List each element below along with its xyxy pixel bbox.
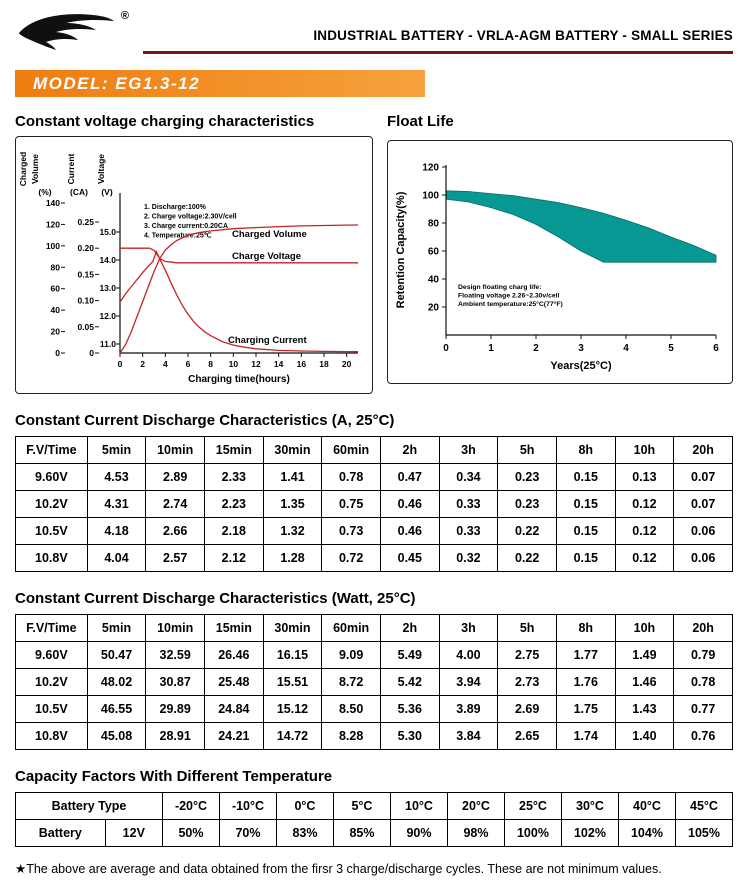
brand-logo [15,10,133,54]
y-axis-label: Volume [30,153,40,185]
table-cell: 0.15 [556,518,615,545]
y-axis-label: Voltage [96,153,106,185]
table-cell: 2.33 [205,464,264,491]
table-row [16,518,733,545]
charging-chart-card [15,136,373,394]
table-cell: 2.74 [146,491,205,518]
table-cell: 0.76 [674,723,733,750]
column-header: 10h [615,615,674,642]
discharge-watt-section [15,590,733,750]
column-header: 20h [674,437,733,464]
table-cell: 100% [504,820,561,847]
table-cell: 2.89 [146,464,205,491]
table-row [16,491,733,518]
tick-label: 120 [422,162,439,174]
table-cell: 5.30 [380,723,439,750]
row-header: 10.8V [16,723,88,750]
table-cell: 4.04 [87,545,146,572]
table-cell: 0.32 [439,545,498,572]
y-axis-unit: (V) [101,187,113,197]
table-cell: 0.06 [674,518,733,545]
chart-note: 2. Charge voltage:2.30V/cell [144,213,237,221]
tick-label: 18 [319,359,329,369]
table-cell: 8.72 [322,669,381,696]
column-header: 8h [556,437,615,464]
eagle-logo-icon [15,10,127,54]
column-header: 20°C [447,793,504,820]
tick-label: 4 [162,359,168,369]
table-cell: 0.72 [322,545,381,572]
table-cell: 0.33 [439,518,498,545]
table-cell: 0.22 [498,518,557,545]
table-cell: 2.57 [146,545,205,572]
tick-label: 0.20 [77,243,94,254]
tick-label: 20 [50,326,60,337]
tick-label: 0 [117,359,123,369]
y-axis-unit: (%) [38,187,52,197]
column-header: 30min [263,437,322,464]
series-label: Charging Current [228,335,307,346]
column-header: 30min [263,615,322,642]
table-cell: 9.09 [322,642,381,669]
column-header: 10min [146,615,205,642]
table-header-row [16,615,733,642]
table-cell: 83% [276,820,333,847]
model-banner-label: MODEL: EG1.3-12 [33,73,201,93]
table-cell: 1.74 [556,723,615,750]
table-cell: 5.42 [380,669,439,696]
row-header: 9.60V [16,642,88,669]
table-cell: 2.66 [146,518,205,545]
table-cell: 0.46 [380,518,439,545]
table-cell: 0.73 [322,518,381,545]
tick-label: 8 [208,359,214,369]
table-cell: 0.15 [556,545,615,572]
table-cell: 0.07 [674,464,733,491]
tick-label: 1 [488,343,494,354]
row-header: 10.2V [16,491,88,518]
capacity-section [15,768,733,847]
table-cell: 48.02 [87,669,146,696]
tick-label: 0.25 [77,217,94,227]
table-cell: 0.22 [498,545,557,572]
table-cell: 0.23 [498,464,557,491]
table-cell: 2.75 [498,642,557,669]
column-header: 10min [146,437,205,464]
column-header: 30°C [561,793,618,820]
band-area [446,191,716,262]
table-cell: 4.00 [439,642,498,669]
table-cell: 0.45 [380,545,439,572]
column-header: 5h [498,615,557,642]
table-cell: 0.15 [556,491,615,518]
table-cell: 8.28 [322,723,381,750]
tick-label: 0.15 [77,269,94,280]
table-cell: 3.89 [439,696,498,723]
table-cell: 3.94 [439,669,498,696]
row-sublabel: 12V [105,820,162,847]
table-cell: 1.46 [615,669,674,696]
tick-label: 12 [251,359,261,369]
table-cell: 5.36 [380,696,439,723]
tick-label: 10 [228,359,239,369]
table-cell: 2.12 [205,545,264,572]
chart-note: 4. Temperature:25℃ [144,232,212,240]
tick-label: 0.10 [77,295,94,306]
column-header: 10°C [390,793,447,820]
table-cell: 98% [447,820,504,847]
table-cell: 0.46 [380,491,439,518]
column-header: 0°C [276,793,333,820]
y-axis-label: Charged [18,151,28,187]
charging-chart-title: Constant voltage charging characteristics [15,113,315,130]
column-header: 25°C [504,793,561,820]
chart-note: 3. Charge current:0.20CA [144,223,229,230]
tick-label: 5 [668,343,674,354]
x-axis-label: Charging time(hours) [188,374,290,385]
table-cell: 14.72 [263,723,322,750]
column-header: 8h [556,615,615,642]
table-cell: 30.87 [146,669,205,696]
table-cell: 1.75 [556,696,615,723]
x-axis-label: Years(25°C) [550,360,612,372]
discharge-watt-title: Constant Current Discharge Characteristics (Watt, 25°C) [15,590,416,607]
float-life-title: Float Life [387,113,454,130]
series-label: Charged Volume [232,229,307,240]
tick-label: 4 [623,343,629,354]
capacity-table [15,792,733,847]
table-cell: 1.41 [263,464,322,491]
column-header: 15min [205,437,264,464]
float-life-section [387,113,733,394]
table-cell: 4.53 [87,464,146,491]
table-cell: 0.12 [615,491,674,518]
column-header: 40°C [618,793,675,820]
tick-label: 16 [296,359,307,369]
table-cell: 2.73 [498,669,557,696]
table-cell: 0.06 [674,545,733,572]
table-cell: 104% [618,820,675,847]
table-cell: 2.23 [205,491,264,518]
table-cell: 2.65 [498,723,557,750]
tick-label: 80 [50,262,60,273]
series-line [120,225,358,353]
capacity-title: Capacity Factors With Different Temperature [15,768,333,785]
column-header: 15min [205,615,264,642]
model-banner [15,70,425,97]
table-cell: 16.15 [263,642,322,669]
column-header: 5h [498,437,557,464]
table-cell: 24.21 [205,723,264,750]
table-cell: 1.35 [263,491,322,518]
table-cell: 4.18 [87,518,146,545]
tick-label: 0 [443,343,449,354]
table-cell: 0.34 [439,464,498,491]
tick-label: 20 [341,359,352,369]
table-row [16,820,733,847]
table-cell: 50.47 [87,642,146,669]
column-header: 60min [322,615,381,642]
table-cell: 29.89 [146,696,205,723]
column-header: F.V/Time [16,437,88,464]
table-cell: 0.79 [674,642,733,669]
table-cell: 25.48 [205,669,264,696]
tick-label: 6 [713,343,719,354]
table-cell: 85% [333,820,390,847]
tick-label: 2 [533,343,539,354]
chart-note: Ambient temperature:25°C(77°F) [458,301,563,308]
tick-label: 2 [140,359,146,369]
column-header: 3h [439,437,498,464]
column-header: -20°C [162,793,219,820]
discharge-amp-section [15,412,733,572]
tick-label: 3 [578,343,584,354]
tick-label: 100 [45,240,60,251]
column-header: 2h [380,437,439,464]
table-cell: 0.78 [322,464,381,491]
table-header-row [16,437,733,464]
chart-note: 1. Discharge:100% [144,204,206,211]
table-row [16,723,733,750]
tick-label: 140 [45,198,60,208]
column-header: 5min [87,615,146,642]
table-cell: 50% [162,820,219,847]
tick-label: 120 [45,219,60,230]
table-cell: 0.78 [674,669,733,696]
table-cell: 26.46 [205,642,264,669]
tick-label: 20 [427,302,439,314]
table-cell: 15.51 [263,669,322,696]
column-header: 45°C [675,793,732,820]
table-cell: 45.08 [87,723,146,750]
tick-label: 13.0 [99,283,116,293]
table-cell: 2.18 [205,518,264,545]
series-label: Charge Voltage [232,251,301,262]
table-cell: 1.76 [556,669,615,696]
chart-note: Floating voltage 2.26~2.30v/cell [458,292,560,300]
table-cell: 0.15 [556,464,615,491]
table-cell: 90% [390,820,447,847]
header [15,10,733,54]
discharge-amp-table [15,436,733,572]
column-header: Battery Type [16,793,163,820]
table-cell: 0.12 [615,545,674,572]
chart-note: Design floating charg life: [458,284,542,291]
column-header: F.V/Time [16,615,88,642]
tick-label: 14.0 [99,255,116,265]
discharge-watt-table [15,614,733,750]
tick-label: 100 [422,190,439,202]
header-title: INDUSTRIAL BATTERY - VRLA-AGM BATTERY - SMALL SERIES [143,28,733,54]
table-cell: 0.23 [498,491,557,518]
column-header: -10°C [219,793,276,820]
row-header: 9.60V [16,464,88,491]
tick-label: 11.0 [99,339,116,349]
table-cell: 32.59 [146,642,205,669]
table-cell: 24.84 [205,696,264,723]
table-cell: 0.33 [439,491,498,518]
column-header: 5°C [333,793,390,820]
table-cell: 46.55 [87,696,146,723]
tick-label: 60 [50,283,60,294]
tick-label: 6 [185,359,191,369]
table-cell: 1.77 [556,642,615,669]
tick-label: 80 [427,218,439,230]
table-cell: 0.12 [615,518,674,545]
table-cell: 15.12 [263,696,322,723]
tick-label: 0 [89,348,94,358]
column-header: 5min [87,437,146,464]
table-row [16,669,733,696]
table-cell: 0.47 [380,464,439,491]
table-row [16,464,733,491]
tick-label: 0 [55,348,60,358]
table-cell: 1.40 [615,723,674,750]
table-row [16,545,733,572]
tick-label: 15.0 [99,227,116,237]
y-axis-unit: (CA) [70,187,88,197]
footnote: ★The above are average and data obtained from the firsr 3 charge/discharge cycles. These are not minimum values. [15,862,662,876]
table-cell: 4.31 [87,491,146,518]
table-header-row [16,793,733,820]
tick-label: 14 [273,359,284,369]
table-cell: 1.49 [615,642,674,669]
column-header: 2h [380,615,439,642]
charging-chart-svg [16,137,372,393]
table-cell: 1.28 [263,545,322,572]
table-cell: 0.13 [615,464,674,491]
row-header: 10.2V [16,669,88,696]
table-cell: 1.43 [615,696,674,723]
y-axis-label: Current [66,153,76,185]
table-cell: 0.07 [674,491,733,518]
tick-label: 0.05 [77,321,94,332]
table-cell: 5.49 [380,642,439,669]
table-cell: 2.69 [498,696,557,723]
tick-label: 60 [427,246,439,258]
charts-row [15,113,733,394]
column-header: 3h [439,615,498,642]
table-cell: 0.75 [322,491,381,518]
row-header: 10.8V [16,545,88,572]
float-life-svg [388,141,732,383]
column-header: 10h [615,437,674,464]
y-axis-label: Retention Capacity(%) [395,191,407,309]
tick-label: 40 [427,274,439,286]
column-header: 60min [322,437,381,464]
registered-mark: ® [120,10,129,22]
table-row [16,696,733,723]
table-cell: 102% [561,820,618,847]
discharge-amp-title: Constant Current Discharge Characteristics (A, 25°C) [15,412,395,429]
row-header: Battery [16,820,106,847]
table-cell: 0.77 [674,696,733,723]
float-life-card [387,140,733,384]
table-cell: 3.84 [439,723,498,750]
table-cell: 105% [675,820,732,847]
table-cell: 70% [219,820,276,847]
tick-label: 40 [50,305,60,316]
table-cell: 1.32 [263,518,322,545]
row-header: 10.5V [16,696,88,723]
column-header: 20h [674,615,733,642]
table-cell: 8.50 [322,696,381,723]
charging-chart-section [15,113,373,394]
table-cell: 28.91 [146,723,205,750]
table-row [16,642,733,669]
tick-label: 12.0 [99,311,116,321]
row-header: 10.5V [16,518,88,545]
